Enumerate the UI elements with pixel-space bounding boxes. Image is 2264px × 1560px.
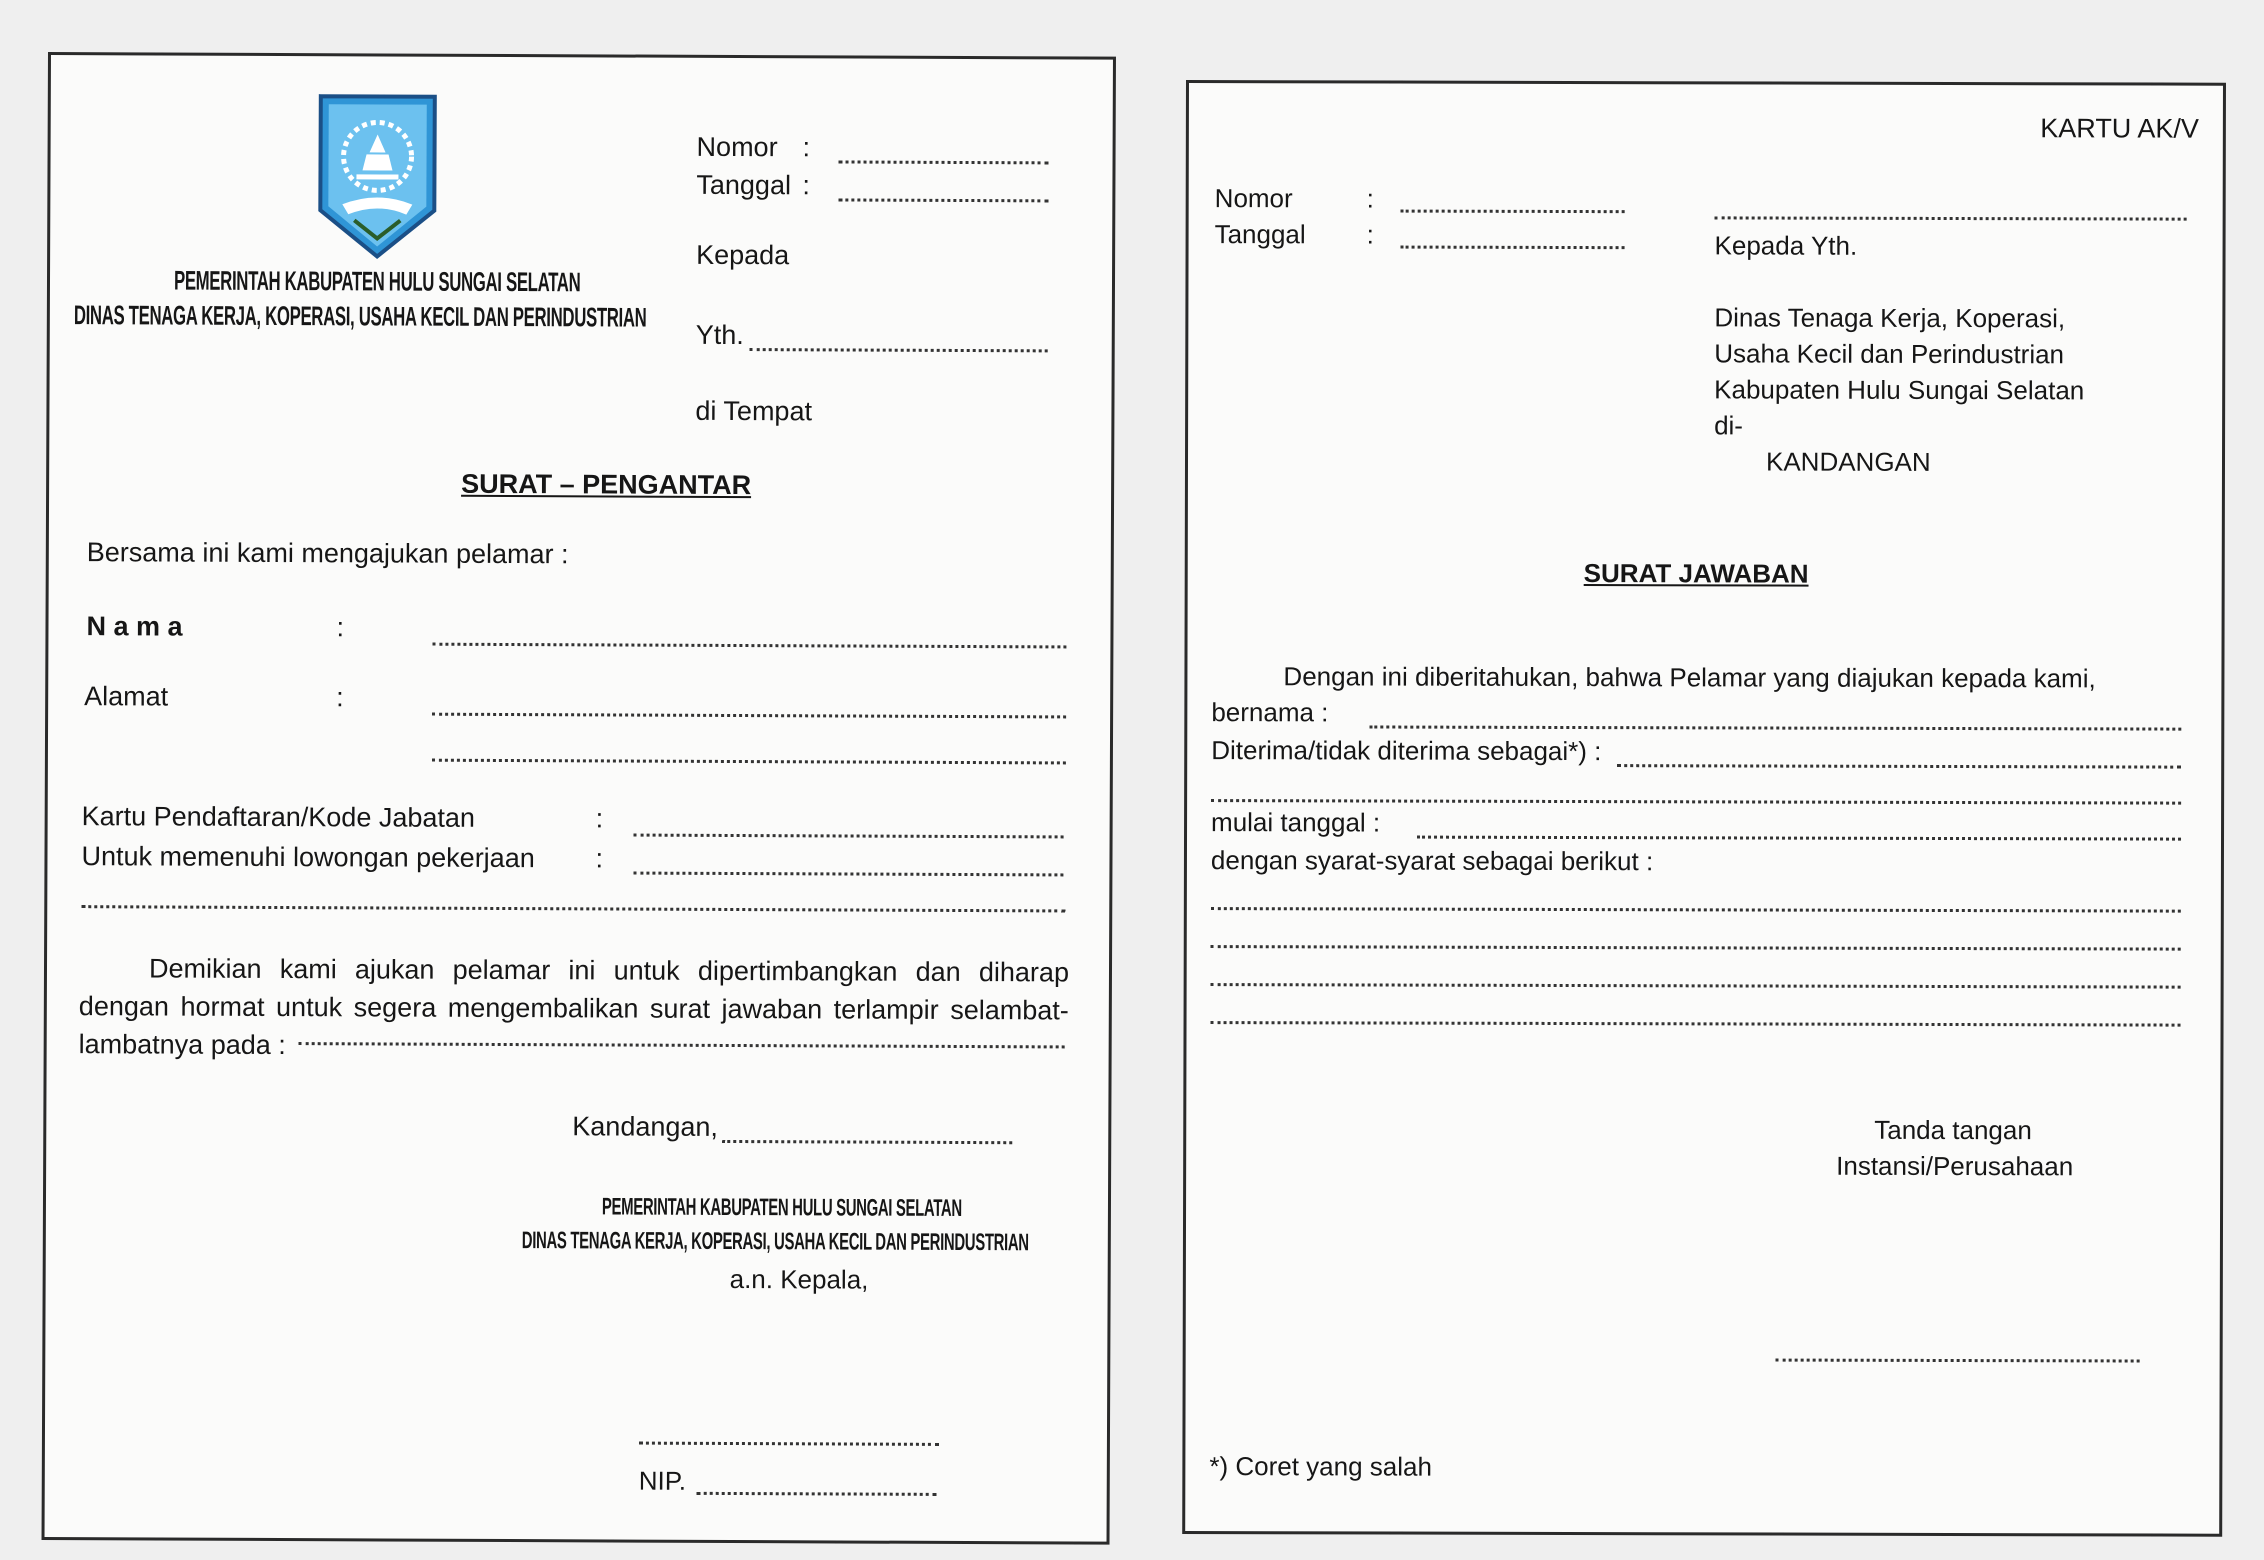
yth-label: Yth. (695, 319, 744, 351)
kartu-label: Kartu Pendaftaran/Kode Jabatan (81, 801, 476, 833)
syarat-line-2[interactable] (1211, 945, 2181, 951)
surat-pengantar-sheet (42, 52, 1116, 1545)
colon: : (1366, 183, 1374, 214)
yth-field[interactable] (750, 348, 1048, 352)
card-code: KARTU AK/V (2040, 113, 2199, 144)
regency-crest-icon (314, 92, 441, 261)
header-org-line1: PEMERINTAH KABUPATEN HULU SUNGAI SELATAN (173, 265, 581, 298)
document-title: SURAT – PENGANTAR (461, 468, 752, 501)
colon: : (1366, 219, 1374, 250)
colon: : (802, 170, 811, 201)
nomor-field[interactable] (839, 160, 1049, 164)
nomor-label: Nomor (1214, 183, 1293, 214)
lowongan-field-2[interactable] (81, 905, 1065, 912)
alamat-field-1[interactable] (432, 713, 1066, 719)
bernama-field[interactable] (1369, 725, 2181, 730)
tanda-tangan-label: Tanda tangan (1874, 1114, 2032, 1146)
syarat-line-3[interactable] (1211, 983, 2181, 989)
nama-field[interactable] (432, 643, 1066, 649)
address-line5: KANDANGAN (1765, 446, 1931, 477)
signature-line[interactable] (639, 1442, 939, 1446)
closing-paragraph: Demikian kami ajukan pelamar ini untuk dipertimbangkan dan diharap dengan hormat untuk segera mengembalikan surat jawaban terlampir selambat-lambatnya pada : (78, 953, 1070, 1061)
bernama-label: bernama : (1211, 697, 1329, 728)
tanggal-field[interactable] (838, 198, 1048, 202)
colon: : (595, 803, 604, 834)
kepada-yth: Kepada Yth. (1714, 230, 1858, 261)
instansi-label: Instansi/Perusahaan (1836, 1150, 2074, 1182)
mulai-tanggal-field[interactable] (1417, 836, 2181, 841)
tanggal-label: Tanggal (1214, 219, 1306, 250)
nip-label: NIP. (638, 1465, 687, 1496)
intro-text: Bersama ini kami mengajukan pelamar : (86, 537, 569, 570)
nomor-field[interactable] (1401, 210, 1625, 214)
sign-org-line1: PEMERINTAH KABUPATEN HULU SUNGAI SELATAN (601, 1193, 962, 1222)
footnote: *) Coret yang salah (1209, 1451, 1432, 1482)
lowongan-label: Untuk memenuhi lowongan pekerjaan (81, 841, 535, 874)
mulai-tanggal-label: mulai tanggal : (1211, 807, 1381, 838)
date-field[interactable] (722, 1140, 1012, 1144)
nama-label: N a m a (86, 611, 183, 642)
lowongan-field[interactable] (633, 872, 1063, 877)
diterima-field-2[interactable] (1211, 799, 2181, 805)
alamat-field-2[interactable] (432, 759, 1066, 765)
address-line3: Kabupaten Hulu Sungai Selatan (1714, 374, 2085, 406)
colon: : (336, 612, 345, 643)
syarat-line-4[interactable] (1211, 1021, 2181, 1027)
tanggal-field[interactable] (1401, 246, 1625, 250)
diterima-label: Diterima/tidak diterima sebagai*) : (1211, 735, 1602, 767)
syarat-line-1[interactable] (1211, 907, 2181, 913)
kartu-field[interactable] (634, 834, 1064, 839)
place-date-field[interactable] (1715, 216, 2187, 220)
document-title: SURAT JAWABAN (1583, 558, 1809, 589)
address-line4: di- (1714, 410, 1744, 441)
colon: : (336, 682, 344, 713)
alamat-label: Alamat (84, 681, 169, 712)
nomor-label: Nomor (696, 131, 778, 163)
address-line1: Dinas Tenaga Kerja, Koperasi, (1714, 302, 2066, 334)
colon: : (802, 132, 811, 163)
diterima-field[interactable] (1617, 764, 2181, 768)
place-date-label: Kandangan, (572, 1111, 719, 1142)
di-tempat: di Tempat (695, 395, 813, 427)
tanggal-label: Tanggal (696, 169, 792, 201)
surat-jawaban-sheet (1182, 80, 2226, 1537)
syarat-label: dengan syarat-syarat sebagai berikut : (1210, 845, 1654, 877)
sign-org-line2: DINAS TENAGA KERJA, KOPERASI, USAHA KECIL DAN PERINDUSTRIAN (521, 1227, 1029, 1257)
an-kepala: a.n. Kepala, (729, 1263, 869, 1295)
header-org-line2: DINAS TENAGA KERJA, KOPERASI, USAHA KECIL DAN PERINDUSTRIAN (73, 300, 647, 333)
colon: : (595, 843, 604, 874)
address-line2: Usaha Kecil dan Perindustrian (1714, 338, 2065, 370)
signature-line[interactable] (1776, 1359, 2140, 1363)
kepada-label: Kepada (696, 239, 790, 271)
body-line1: Dengan ini diberitahukan, bahwa Pelamar yang diajukan kepada kami, (1283, 661, 2096, 694)
nip-field[interactable] (697, 1492, 937, 1496)
